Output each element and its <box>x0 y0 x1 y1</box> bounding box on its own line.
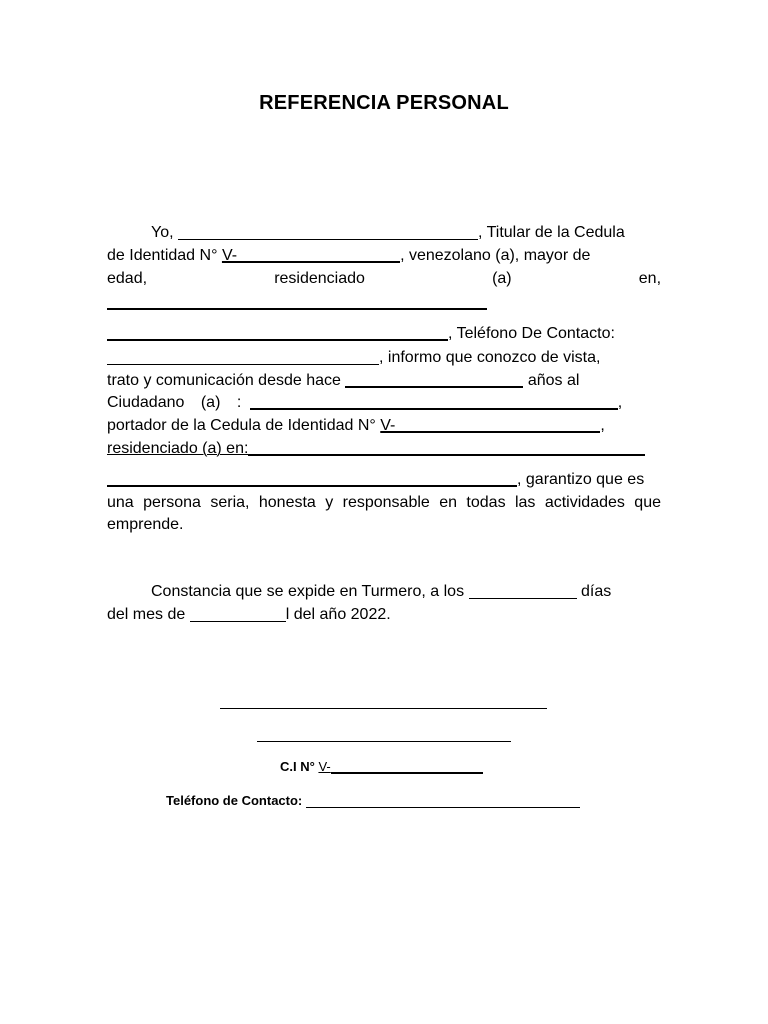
ci-row <box>280 759 483 774</box>
text-emprende: emprende. <box>107 516 184 533</box>
text-titular: , Titular de la Cedula <box>478 224 625 241</box>
text-de-identidad: de Identidad N° <box>107 247 218 264</box>
paragraph-line <box>107 580 661 603</box>
text-ciudadano: Ciudadano (a) : <box>107 394 242 411</box>
text-trato: trato y comunicación desde hace <box>107 372 341 389</box>
name-line[interactable] <box>257 741 511 742</box>
ci-label: C.I N° <box>280 759 315 774</box>
text-comma: , <box>617 394 623 411</box>
id-blank[interactable] <box>237 245 400 263</box>
paragraph-line <box>107 513 661 536</box>
phone-blank[interactable] <box>107 348 379 365</box>
text-residenciado: residenciado <box>274 270 365 287</box>
paragraph-line <box>107 267 661 290</box>
text-del-mes: del mes de <box>107 606 186 623</box>
citizen-address-blank-2[interactable] <box>107 469 517 487</box>
text-residenciado-en: residenciado (a) en: <box>107 440 249 457</box>
paragraph-line <box>107 603 661 626</box>
text-del-ano: l del año 2022. <box>285 606 391 623</box>
text-garantizo: , garantizo que es <box>517 471 645 488</box>
text-venezolano: , venezolano (a), mayor de <box>400 247 591 264</box>
text-en: en, <box>638 270 662 287</box>
text-telefono: , Teléfono De Contacto: <box>448 325 615 342</box>
citizen-address-blank[interactable] <box>248 438 645 456</box>
paragraph-line <box>107 244 661 267</box>
ci-prefix: V- <box>318 759 331 774</box>
text-seria: una persona seria, honesta y responsable en todas las actividades que <box>107 494 661 511</box>
id-prefix: V- <box>221 247 238 264</box>
text-edad: edad, <box>107 270 148 287</box>
text-dias: días <box>580 583 612 600</box>
paragraph-line <box>107 322 661 345</box>
id-prefix-2: V- <box>380 417 396 434</box>
ci-blank[interactable] <box>331 759 483 774</box>
paragraph-line <box>107 346 661 369</box>
text-anos-al: años al <box>527 372 580 389</box>
month-blank[interactable] <box>190 605 286 622</box>
paragraph-line <box>107 391 661 414</box>
citizen-id-blank[interactable] <box>395 415 600 433</box>
page-title: REFERENCIA PERSONAL <box>259 92 509 114</box>
name-blank[interactable] <box>178 223 478 240</box>
contact-blank[interactable] <box>306 794 580 808</box>
address-blank-2[interactable] <box>107 323 448 341</box>
text-informo: , informo que conozco de vista, <box>379 349 601 366</box>
telefono-label: Teléfono de Contacto: <box>166 793 303 808</box>
days-blank[interactable] <box>469 582 577 599</box>
address-blank[interactable] <box>107 308 487 310</box>
signature-line[interactable] <box>220 708 547 709</box>
text-comma-2: , <box>600 417 605 434</box>
paragraph-line <box>107 491 661 514</box>
citizen-name-blank[interactable] <box>250 392 618 410</box>
text-a: (a) <box>492 270 512 287</box>
text-yo: Yo, <box>151 224 174 241</box>
years-blank[interactable] <box>345 370 523 388</box>
text-constancia: Constancia que se expide en Turmero, a los <box>151 583 465 600</box>
paragraph-line <box>107 414 661 437</box>
paragraph-line <box>107 369 661 392</box>
text-portador: portador de la Cedula de Identidad N° <box>107 417 376 434</box>
paragraph-line <box>107 437 661 460</box>
paragraph-line <box>107 221 661 244</box>
contact-row <box>166 793 580 808</box>
paragraph-line <box>107 468 661 491</box>
